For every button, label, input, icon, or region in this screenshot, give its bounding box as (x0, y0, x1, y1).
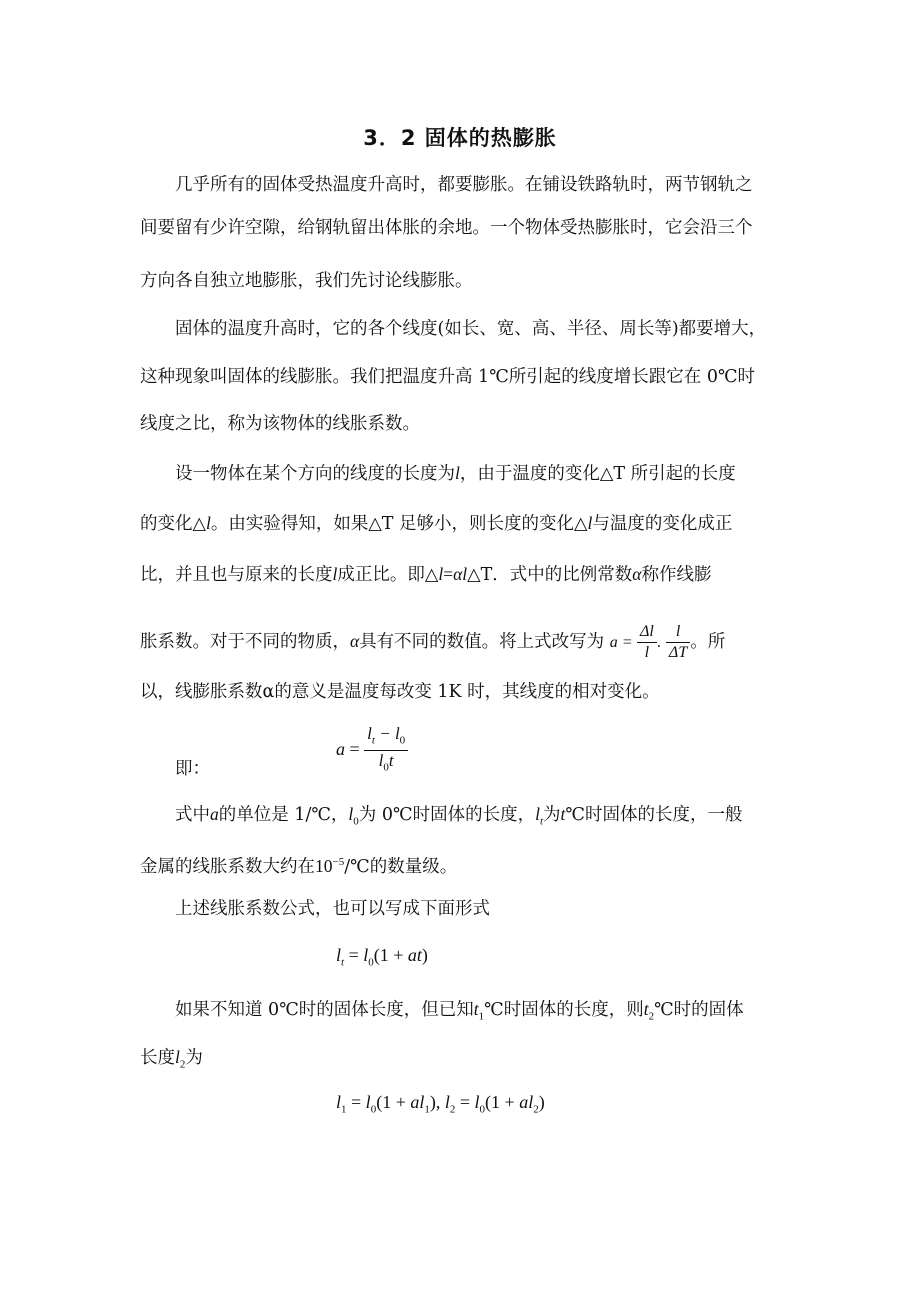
subscript: 0 (370, 1103, 377, 1116)
equation-1 (336, 724, 408, 778)
inline-formula (610, 619, 690, 666)
math-l: l (587, 513, 593, 533)
subscript: 0 (353, 815, 359, 828)
text: 的变化△ (140, 514, 206, 534)
fraction-dl-over-l (637, 622, 657, 663)
math-l: l (444, 1092, 450, 1112)
denominator: ΔT (668, 644, 688, 661)
text: 。所 (690, 632, 726, 652)
math-a: a (410, 1092, 420, 1112)
subscript: t (341, 956, 345, 969)
math-a: a (407, 945, 417, 965)
subscript: 0 (383, 761, 389, 774)
subscript: 2 (533, 1103, 539, 1116)
math-l: l (348, 804, 354, 824)
math-l: l (363, 945, 369, 965)
math-l: l (419, 1092, 425, 1112)
text: 称作线膨 (641, 565, 712, 585)
paragraph-3-line-4 (140, 618, 725, 666)
math-a: a (609, 634, 618, 651)
text: 为 0℃时固体的长度， (358, 805, 536, 825)
math-one: 1 (491, 1092, 501, 1112)
subscript: 2 (179, 1058, 186, 1071)
text: 为 (185, 1048, 203, 1068)
math-t1 (473, 999, 485, 1023)
math-t: t (388, 751, 394, 771)
subscript: t (539, 815, 544, 828)
numerator: $l_t - l_0$ (364, 724, 408, 751)
paragraph-6-line-1 (175, 998, 744, 1028)
math-eq: = (351, 1092, 362, 1112)
text: 的单位是 1/℃， (218, 805, 349, 825)
math-l0 (348, 804, 359, 828)
math-a: a (210, 804, 219, 824)
paragraph-4-line-2 (140, 851, 457, 878)
paragraph-3-line-2 (140, 512, 732, 535)
paragraph-3-line-5: 以，线膨胀系数α的意义是温度每改变 1K 时，其线度的相对变化。 (140, 682, 660, 702)
subscript: 2 (648, 1010, 655, 1023)
numerator: Δl (637, 622, 657, 643)
text: 比，并且也与原来的长度 (140, 565, 333, 585)
math-l: l (205, 513, 211, 533)
math-eq: = (348, 945, 359, 965)
math-one: 1 (379, 945, 389, 965)
math-t: t (416, 945, 422, 965)
subscript: 1 (341, 1103, 347, 1116)
math-dot: . (656, 634, 661, 651)
subscript: 0 (399, 734, 406, 747)
math-a: a (336, 739, 345, 760)
text: 。由实验得知，如果△T 足够小，则长度的变化△ (210, 514, 588, 534)
text: 设一物体在某个方向的线度的长度为 (175, 464, 455, 484)
math-ten: 10 (315, 855, 333, 876)
subscript: 0 (479, 1103, 486, 1116)
math-l2 (175, 1047, 186, 1071)
subscript: 1 (478, 1010, 485, 1023)
math-l: l (394, 724, 400, 743)
section-title: 3．2 固体的热膨胀 (363, 126, 557, 150)
equation-3: $l_1 = l_0(1 + al_1)$, $l_2 = l_0(1 + al_2)$ (336, 1092, 545, 1116)
math-alpha: α (632, 564, 642, 584)
math-eq: = (622, 634, 632, 651)
paragraph-3-line-1 (175, 462, 736, 485)
text: 为 (543, 805, 561, 825)
math-t: t (560, 804, 566, 824)
math-l: l (378, 751, 384, 771)
text: △T．式中的比例常数 (467, 565, 633, 585)
math-eq: = (349, 739, 360, 760)
math-l: l (474, 1092, 480, 1112)
text: ℃时固体的长度，一般 (565, 805, 743, 825)
math-a: a (519, 1092, 529, 1112)
text: 式中 (175, 805, 210, 825)
math-al: αl (453, 564, 468, 584)
paragraph-3-line-3 (140, 563, 711, 586)
text: 与温度的变化成正 (592, 514, 733, 534)
numerator: l (666, 622, 690, 643)
math-lt (535, 804, 544, 828)
math-l: l (455, 463, 460, 483)
math-l: l (336, 945, 342, 965)
math-l: l (365, 1092, 371, 1112)
equation-2: $l_t = l_0(1 + at)$ (336, 945, 428, 969)
text: ，由于温度的变化△T 所引起的长度 (459, 464, 736, 484)
math-t: t (473, 999, 479, 1019)
text: 长度 (140, 1048, 175, 1068)
subscript: 1 (424, 1103, 430, 1116)
paragraph-1-line-3: 方向各自独立地膨胀，我们先讨论线膨胀。 (140, 271, 473, 291)
math-l: l (175, 1047, 180, 1067)
math-l: l (535, 804, 540, 824)
subscript: t (371, 734, 375, 747)
paragraph-1-line-1: 几乎所有的固体受热温度升高时，都要膨胀。在铺设铁路轨时，两节钢轨之 (175, 175, 753, 195)
math-l: l (336, 1092, 342, 1112)
text: 成正比。即△ (337, 565, 439, 585)
paragraph-2-line-2: 这种现象叫固体的线膨胀。我们把温度升高 1℃所引起的线度增长跟它在 0℃时 (140, 367, 756, 387)
math-l: l (438, 564, 444, 584)
math-l: l (367, 724, 372, 743)
paragraph-1-line-2: 间要留有少许空隙，给钢轨留出体胀的余地。一个物体受热膨胀时，它会沿三个 (140, 218, 753, 238)
fraction-lt-minus-l0-over-l0t (364, 724, 408, 778)
text: 胀系数。对于不同的物质， (140, 632, 350, 652)
equation-1-label: 即： (175, 759, 210, 779)
text: 金属的线胀系数大约在 (140, 856, 315, 877)
denominator (364, 751, 408, 777)
text: /℃的数量级。 (344, 856, 458, 877)
text: 具有不同的数值。将上式改写为 (359, 632, 605, 652)
math-l: l (528, 1092, 534, 1112)
math-exponent: −5 (332, 856, 345, 868)
fraction-l-over-dT (666, 622, 690, 663)
math-eq: = (459, 1092, 471, 1112)
math-alpha: α (350, 631, 360, 651)
subscript: 0 (368, 956, 374, 969)
paragraph-4-line-1 (175, 803, 742, 833)
denominator: l (644, 644, 650, 661)
math-one: 1 (382, 1092, 392, 1112)
math-eq: = (443, 564, 454, 584)
text: ℃时固体的长度，则 (484, 1000, 644, 1020)
paragraph-5: 上述线胀系数公式，也可以写成下面形式 (175, 899, 490, 919)
text: 如果不知道 0℃时的固体长度，但已知 (175, 1000, 474, 1020)
subscript: 2 (449, 1103, 456, 1116)
paragraph-2-line-1: 固体的温度升高时，它的各个线度(如长、宽、高、半径、周长等)都要增大， (175, 319, 767, 339)
paragraph-2-line-3: 线度之比，称为该物体的线胀系数。 (140, 414, 420, 434)
text: ℃时的固体 (654, 1000, 744, 1020)
math-t2 (643, 999, 655, 1023)
math-l: l (332, 564, 338, 584)
paragraph-6-line-2 (140, 1046, 203, 1076)
math-t: t (643, 999, 649, 1019)
